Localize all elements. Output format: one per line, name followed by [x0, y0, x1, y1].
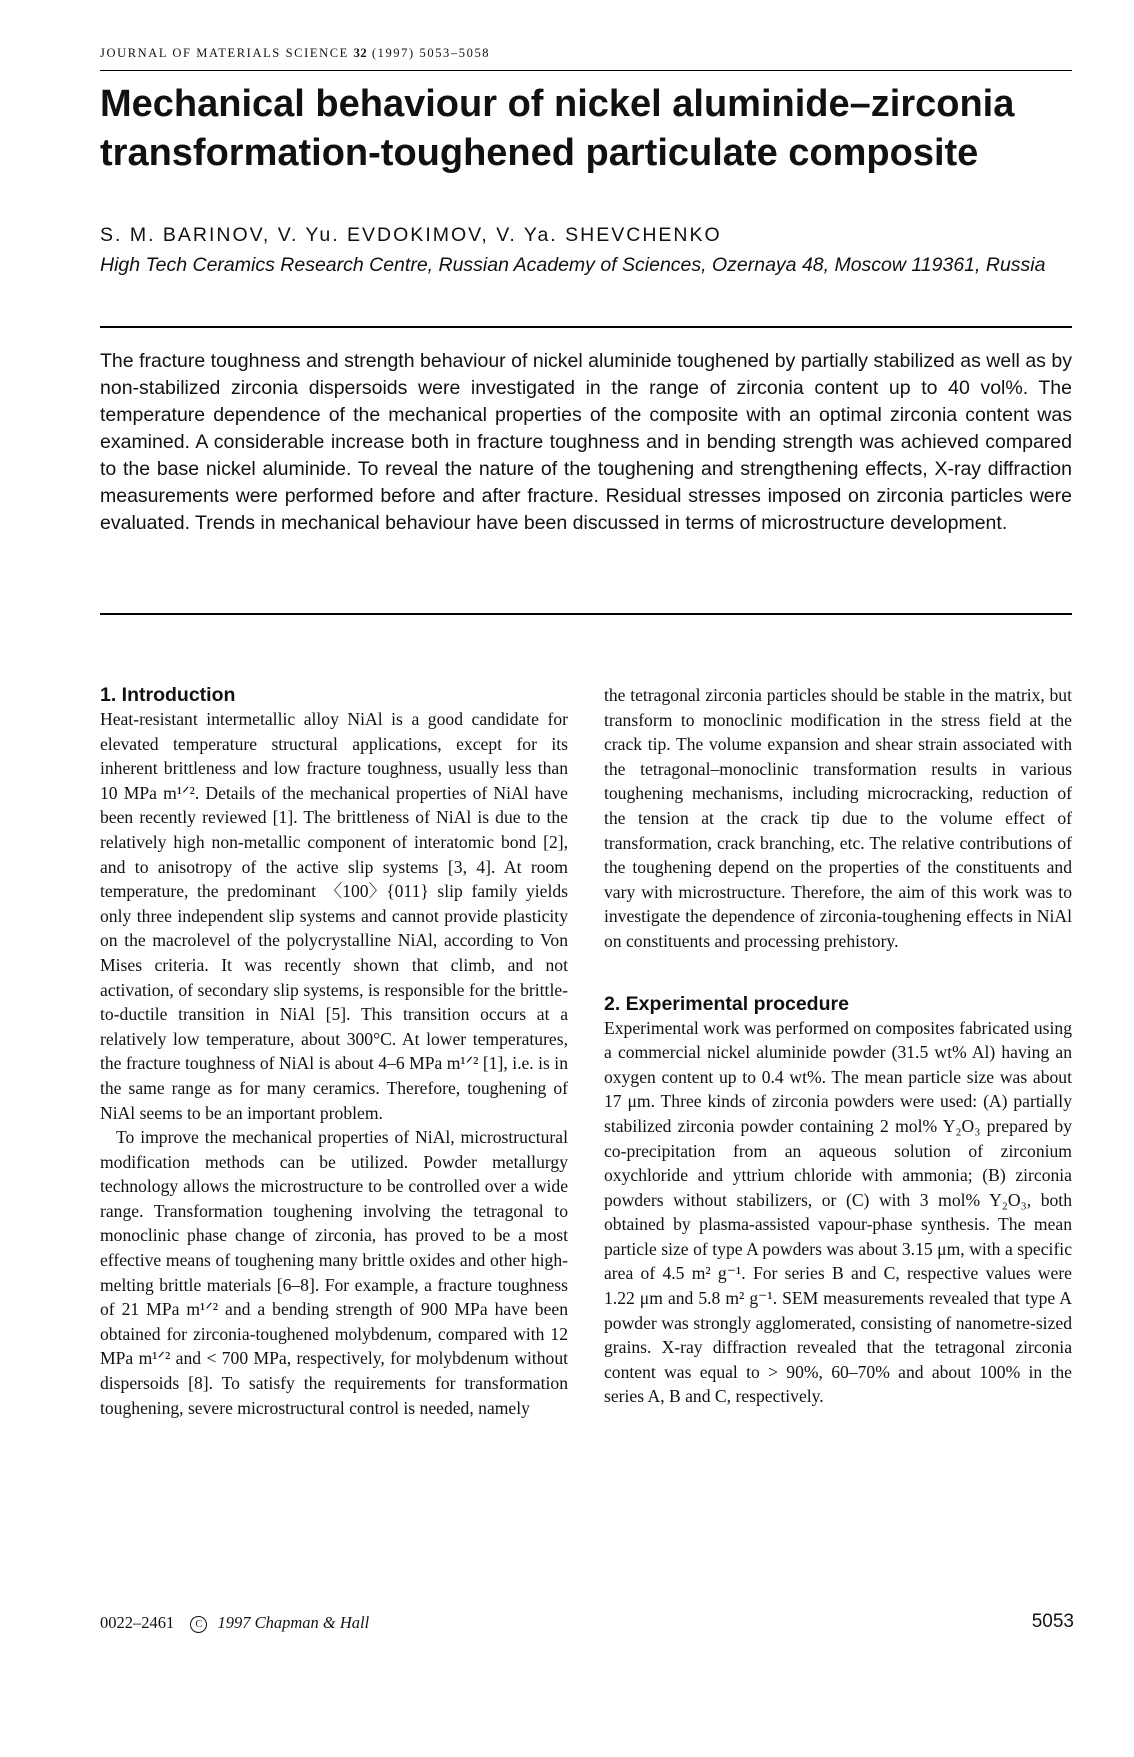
journal-year-pages: (1997) 5053–5058: [371, 46, 491, 60]
section-heading-experimental: 2. Experimental procedure: [604, 992, 849, 1015]
page-number: 5053: [1031, 1611, 1074, 1632]
copyright-icon: C: [190, 1616, 207, 1633]
intro-paragraph-2: To improve the mechanical properties of NiAl, microstructural modification methods can be utilized. Powder metallurgy technology allows the microstructure to be controlled over a wide range. Transformation toughening involving the tetragonal to monoclinic phase change of zirconia, has proved to be a most effective means of toughening many brittle oxides and other high-melting brittle materials [6–8]. For example, a fracture toughness of 21 MPa m¹ᐟ² and a bending strength of 900 MPa have been obtained for zirconia-toughened molybdenum, compared with 12 MPa m¹ᐟ² and < 700 MPa, respectively, for molybdenum without dispersoids [8]. To satisfy the requirements for transformation toughening, severe microstructural control is needed, namely: [100, 1127, 568, 1418]
author-list: S. M. BARINOV, V. Yu. EVDOKIMOV, V. Ya. SHEVCHENKO: [100, 224, 722, 246]
intro-paragraph-1: Heat-resistant intermetallic alloy NiAl is a good candidate for elevated temperature structural applications, except for its inherent brittleness and low fracture toughness, usually less than 10 MPa m¹ᐟ². Details of the mechanical properties of NiAl have been recently reviewed [1]. The brittleness of NiAl is due to the relatively high non-metallic component of interatomic bond [2], and to anisotropy of the active slip systems [3, 4]. At room temperature, the predominant 〈100〉{011} slip family yields only three independent slip systems and cannot provide plasticity on the macrolevel of the polycrystalline NiAl, according to Von Mises criteria. It was recently shown that climb, and not activation, of secondary slip systems, is responsible for the brittle-to-ductile transition in NiAl [5]. This transition occurs at a relatively low temperature, about 300°C. At lower temperatures, the fracture toughness of NiAl is about 4–6 MPa m¹ᐟ² [1], i.e. is in the same range as for many ceramics. Therefore, toughening of NiAl seems to be an important problem.: [100, 709, 568, 1123]
experimental-paragraph-1: Experimental work was performed on composites fabricated using a commercial nickel aluminide powder (31.5 wt% Al) having an oxygen content up to 0.4 wt%. The mean particle size was about 17 μm. Three kinds of zirconia powders were used: (A) partially stabilized zirconia powder containing 2 mol% Y₂O₃ prepared by co-precipitation from an aqueous solution of zirconium oxychloride and yttrium chloride with ammonia; (B) zirconia powders without stabilizers, or (C) with 3 mol% Y₂O₃, both obtained by plasma-assisted vapour-phase synthesis. The mean particle size of type A powders was about 3.15 μm, with a specific area of 4.5 m² g⁻¹. For series B and C, respective values were 1.22 μm and 5.8 m² g⁻¹. SEM measurements revealed that type A powder was strongly agglomerated, consisting of nanometre-sized grains. X-ray diffraction revealed that the tetragonal zirconia content was equal to > 90%, 60–70% and about 100% in the series A, B and C, respectively.: [604, 1017, 1072, 1407]
publisher-credit: 1997 Chapman & Hall: [217, 1613, 370, 1632]
abstract-top-rule: [100, 326, 1072, 328]
title-line-2: transformation-toughened particulate composite: [100, 132, 979, 174]
title-line-1: Mechanical behaviour of nickel aluminide–zirconia: [100, 83, 1015, 125]
header-rule: [100, 70, 1072, 71]
article-title: [100, 80, 1080, 178]
journal-name: JOURNAL OF MATERIALS SCIENCE: [100, 46, 349, 60]
author-affiliation: High Tech Ceramics Research Centre, Russian Academy of Sciences, Ozernaya 48, Moscow 119361, Russia: [100, 254, 1046, 276]
section-heading-introduction: 1. Introduction: [100, 684, 236, 706]
page-footer: [100, 1613, 369, 1633]
journal-volume: 32: [353, 46, 368, 60]
abstract-text: The fracture toughness and strength behaviour of nickel aluminide toughened by partially stabilized as well as by non-stabilized zirconia dispersoids were investigated in the range of zirconia content up to 40 vol%. The temperature dependence of the mechanical properties of the composite with an optimal zirconia content was examined. A considerable increase both in fracture toughness and in bending strength was achieved compared to the base nickel aluminide. To reveal the nature of the toughening and strengthening effects, X-ray diffraction measurements were performed before and after fracture. Residual stresses imposed on zirconia particles were evaluated. Trends in mechanical behaviour have been discussed in terms of microstructure development.: [100, 350, 1072, 534]
section-gap: [604, 954, 1072, 992]
abstract-bottom-rule: [100, 613, 1072, 615]
issn: 0022–2461: [100, 1613, 175, 1632]
intro-paragraph-3: the tetragonal zirconia particles should be stable in the matrix, but transform to monoclinic modification in the stress field at the crack tip. The volume expansion and shear strain associated with the tetragonal–monoclinic transformation results in various toughening mechanisms, including microcracking, reduction of the tension at the crack tip due to the volume effect of transformation, crack branching, etc. The relative contributions of the toughening depend on the properties of the constituents and vary with microstructure. Therefore, the aim of this work was to investigate the dependence of zirconia-toughening effects in NiAl on constituents and processing prehistory.: [604, 685, 1072, 951]
left-column: [100, 683, 568, 1420]
running-header: [100, 46, 1070, 61]
right-column: [604, 683, 1072, 1409]
